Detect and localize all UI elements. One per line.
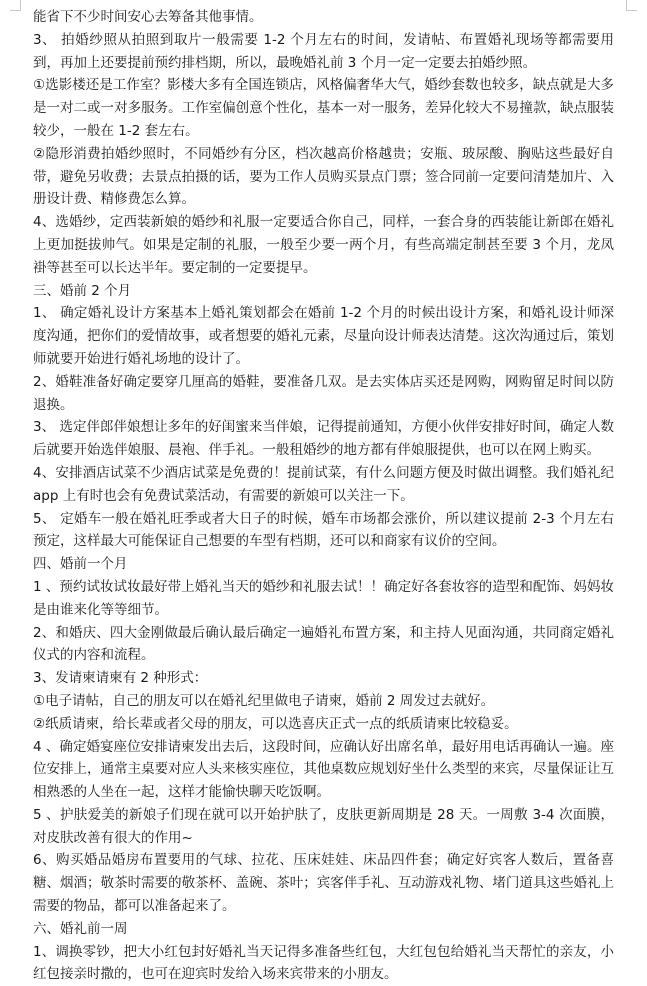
- paragraph: 3、 选定伴郎伴娘想让多年的好闺蜜来当伴娘，记得提前通知，方便小伙伴安排好时间，确定人数后就要开始选伴娘服、晨袍、伴手礼。一般租婚纱的地方都有伴娘服提供，也可以在网上购买。: [33, 419, 614, 459]
- paragraph: 3、 拍婚纱照从拍照到取片一般需要 1-2 个月左右的时间，发请帖、布置婚礼现场等都需要用到，再加上还要提前预约排档期，所以，最晚婚礼前 3 个月一定一定要去拍婚纱照。: [33, 31, 614, 71]
- paragraph: 3、发请柬请柬有 2 种形式：: [33, 670, 208, 687]
- paragraph: 1、调换零钞，把大小红包封好婚礼当天记得多准备些红包，大红包包给婚礼当天帮忙的亲友，小红包接亲时撒的，也可在迎宾时发给入场来宾带来的小朋友。: [33, 943, 614, 983]
- paragraph: 4 、确定婚宴座位安排请柬发出去后，这段时间，应确认好出席名单，最好用电话再确认一遍。座位安排上，通常主桌要对应人头来核实座位，其他桌数应规划好坐什么类型的来宾，尽量保证让互相熟悉的人坐在一起，这样才能愉快聊天吃饭啊。: [33, 738, 614, 801]
- section-heading: 六、婚礼前一周: [33, 920, 128, 937]
- paragraph: 5 、护肤爱美的新娘子们现在就可以开始护肤了，皮肤更新周期是 28 天。一周敷 3-4 次面膜，对皮肤改善有很大的作用~: [33, 806, 614, 846]
- paragraph: 5、 定婚车一般在婚礼旺季或者大日子的时候，婚车市场都会涨价，所以建议提前 2-3 个月左右预定，这样最大可能保证自己想要的车型有档期，还可以和商家有议价的空间。: [33, 510, 614, 550]
- section-heading: 三、婚前 2 个月: [33, 282, 132, 299]
- paragraph: 1 、预约试妆试妆最好带上婚礼当天的婚纱和礼服去试！！确定好各套妆容的造型和配饰、妈妈妆是由谁来化等等细节。: [33, 578, 614, 618]
- paragraph: 能省下不少时间安心去筹备其他事情。: [33, 9, 263, 25]
- paragraph: 2、和婚庆、四大金刚做最后确认最后确定一遍婚礼布置方案，和主持人见面沟通，共同商定婚礼仪式的内容和流程。: [33, 624, 614, 664]
- paragraph: 4、安排酒店试菜不少酒店试菜是免费的！提前试菜，有什么问题方便及时做出调整。我们婚礼纪 app 上有时也会有免费试菜活动，有需要的新娘可以关注一下。: [33, 464, 614, 504]
- paragraph: 6、购买婚品婚房布置要用的气球、拉花、压床娃娃、床品四件套；确定好宾客人数后，置备喜糖、烟酒；敬茶时需要的敬茶杯、盖碗、茶叶；宾客伴手礼、互动游戏礼物、堵门道具这些婚礼上需要的物品，都可以准备起来了。: [33, 852, 614, 915]
- paragraph: 4、选婚纱，定西装新娘的婚纱和礼服一定要适合你自己，同样，一套合身的西装能让新郎在婚礼上更加挺拔帅气。如果是定制的礼服，一般至少要一两个月，有些高端定制甚至要 3 个月，龙凤褂等甚至可以长达半年。要定制的一定要提早。: [33, 214, 614, 276]
- section-heading: 四、婚前一个月: [33, 556, 128, 573]
- paragraph: 1、 确定婚礼设计方案基本上婚礼策划都会在婚前 1-2 个月的时候出设计方案，和婚礼设计师深度沟通，把你们的爱情故事，或者想要的婚礼元素，尽量向设计师表达清楚。这次沟通过后，策划师就要开始进行婚礼场地的设计了。: [33, 305, 614, 367]
- paragraph: ②纸质请柬，给长辈或者父母的朋友，可以选喜庆正式一点的纸质请柬比较稳妥。: [33, 715, 518, 732]
- paragraph: ②隐形消费拍婚纱照时，不同婚纱有分区，档次越高价格越贵；安瓶、玻尿酸、胸贴这些最好自带，避免另收费；去景点拍摄的话，要为工作人员购买景点门票；签合同前一定要问清楚加片、入册设计费、精修费怎么算。: [33, 145, 614, 208]
- paragraph: ①选影楼还是工作室？影楼大多有全国连锁店，风格偏奢华大气，婚纱套数也较多，缺点就是大多是一对二或一对多服务。工作室偏创意个性化，基本一对一服务，差异化较大不易撞款，缺点服装较少，一般在 1-2 套左右。: [33, 77, 614, 139]
- paragraph: 2、婚鞋准备好确定要穿几厘高的婚鞋，要准备几双。是去实体店买还是网购，网购留足时间以防退换。: [33, 373, 614, 413]
- paragraph: ①电子请帖，自己的朋友可以在婚礼纪里做电子请柬，婚前 2 周发过去就好。: [33, 692, 495, 709]
